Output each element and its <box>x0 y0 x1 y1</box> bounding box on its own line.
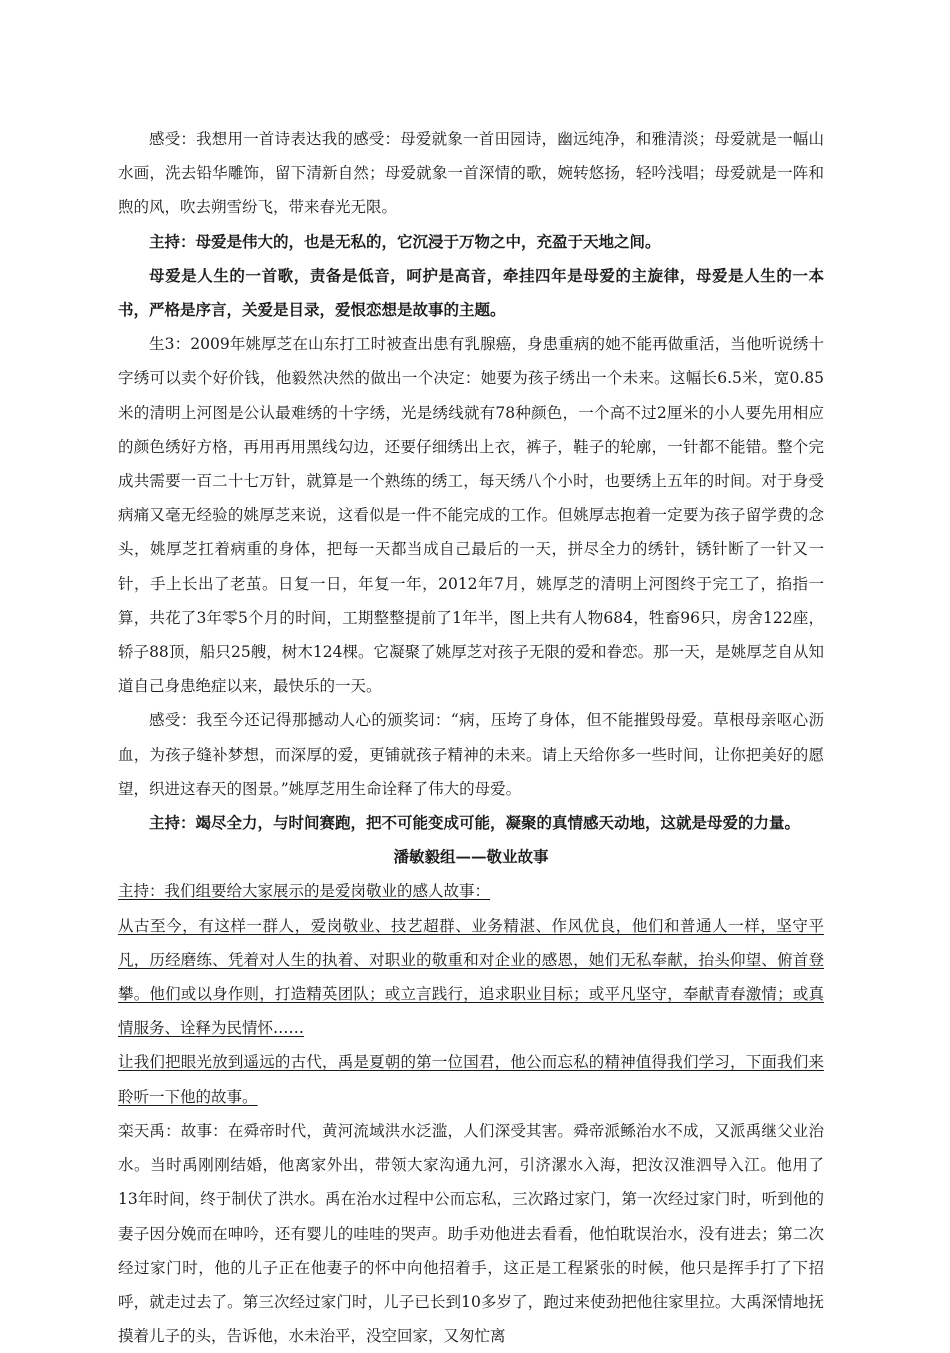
host-intro-dedication: 主持：我们组要给大家展示的是爱岗敬业的感人故事： <box>118 882 491 901</box>
document-page <box>118 122 824 1353</box>
host-line-selfless-love: 主持：母爱是伟大的，也是无私的，它沉浸于万物之中，充盈于天地之间。 <box>149 231 661 251</box>
student-3-story-paragraph: 生3：2009年姚厚芝在山东打工时被查出患有乳腺癌，身患重病的她不能再做重活，当他听说绣十字绣可以卖个好价钱，他毅然决然的做出一个决定：她要为孩子绣出一个未来。这幅长6.5米，宽0.85米的清明上河图是公认最难绣的十字绣，光是绣线就有78种颜色，一个高不过2厘米的小人要先用相应的颜色绣好方格，再用再用黑线勾边，还要仔细绣出上衣，裤子，鞋子的轮廓，一针都不能错。整个完成共需要一百二十七万针，就算是一个熟练的绣工，每天绣八个小时，也要绣上五年的时间。对于身受病痛又毫无经验的姚厚芝来说，这看似是一件不能完成的工作。但姚厚志抱着一定要为孩子留学费的念头，姚厚芝扛着病重的身体，把每一天都当成自己最后的一天，拼尽全力的绣针，锈针断了一针又一针，手上长出了老茧。日复一日，年复一年，2012年7月，姚厚芝的清明上河图终于完工了，掐指一算，共花了3年零5个月的时间，工期整整提前了1年半，图上共有人物684，牲畜96只，房舍122座，轿子88顶，船只25艘，树木124棵。它凝聚了姚厚芝对孩子无限的爱和眷恋。那一天，是姚厚芝自从知道自己身患绝症以来，最快乐的一天。 <box>118 335 824 696</box>
dedication-description: 从古至今，有这样一群人，爱岗敬业、技艺超群、业务精湛、作风优良，他们和普通人一样，坚守平凡，历经磨练、凭着对人生的执着、对职业的敬重和对企业的感恩，她们无私奉献，抬头仰望、俯首登攀。他们或以身作则，打造精英团队；或立言践行，追求职业目标；或平凡坚守，奉献青春激情；或真情服务、诠释为民情怀…… <box>118 916 824 1038</box>
host-line-love-is-song: 母爱是人生的一首歌，责备是低音，呵护是高音，牵挂四年是母爱的主旋律，母爱是人生的一本书，严格是序言，关爱是目录，爱恨恋想是故事的主题。 <box>118 265 824 320</box>
section-heading: 潘敏毅组——敬业故事 <box>393 847 549 867</box>
host-line-power-of-love: 主持：竭尽全力，与时间赛跑，把不可能变成可能，凝聚的真情感天动地，这就是母爱的力量。 <box>149 813 801 833</box>
feeling-paragraph-award: 感受：我至今还记得那撼动人心的颁奖词：“病，压垮了身体，但不能摧毁母爱。草根母亲呕心沥血，为孩子缝补梦想，而深厚的爱，更铺就孩子精神的未来。请上天给你多一些时间，让你把美好的愿望，织进这春天的图景。”姚厚芝用生命诠释了伟大的母爱。 <box>118 711 824 798</box>
feeling-paragraph-poem: 感受：我想用一首诗表达我的感受：母爱就象一首田园诗，幽远纯净，和雅清淡；母爱就是一幅山水画，洗去铅华雕饰，留下清新自然；母爱就象一首深情的歌，婉转悠扬，轻吟浅唱；母爱就是一阵和煦的风，吹去朔雪纷飞，带来春光无限。 <box>118 130 824 217</box>
yu-story-paragraph: 栾天禹：故事：在舜帝时代，黄河流域洪水泛滥，人们深受其害。舜帝派鲧治水不成，又派禹继父业治水。当时禹刚刚结婚，他离家外出，带领大家沟通九河，引济漯水入海，把汝汉淮泗导入江。他用了 13年时间，终于制伏了洪水。禹在治水过程中公而忘私，三次路过家门，第一次经过家门时，听到他的妻子因分娩而在呻吟，还有婴儿的哇哇的哭声。助手劝他进去看看，他怕耽误治水，没有进去；第二次经过家门时，他的儿子正在他妻子的怀中向他招着手，这正是工程紧张的时候，他只是挥手打了下招呼，就走过去了。第三次经过家门时，儿子已长到10多岁了，跑过来使劲把他往家里拉。大禹深情地抚摸着儿子的头，告诉他，水未治平，没空回家，又匆忙离 <box>118 1121 824 1346</box>
yu-story-intro: 让我们把眼光放到遥远的古代，禹是夏朝的第一位国君，他公而忘私的精神值得我们学习，下面我们来聆听一下他的故事。 <box>118 1053 824 1106</box>
